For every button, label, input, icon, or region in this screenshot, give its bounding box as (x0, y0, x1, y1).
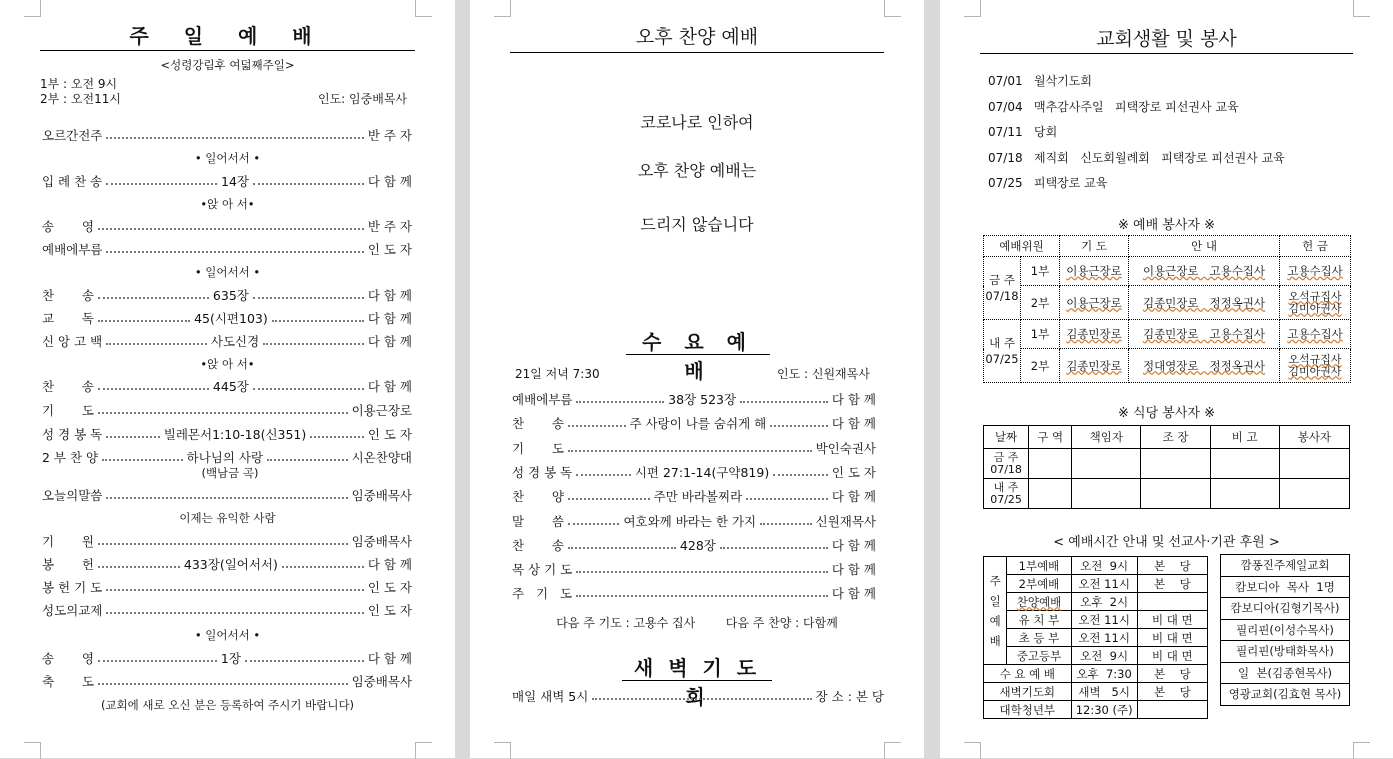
kitchen-volunteers-table (983, 425, 1350, 509)
service-item (42, 378, 412, 394)
week-date: 07/25 (990, 492, 1022, 506)
event-text: 월삭기도회 (1034, 74, 1092, 88)
item-person: 임중배목사 (351, 488, 412, 503)
subtitle: <성령강림후 여덟째주일> (160, 58, 295, 72)
col-head: 책임자 (1072, 426, 1141, 449)
item-label: 오늘의말씀 (42, 488, 103, 503)
item-label: 찬 송 (512, 416, 564, 432)
page-sunday-worship (0, 0, 455, 758)
event-date: 07/18 (988, 150, 1023, 165)
schedule-title: < 예배시간 안내 및 선교사·기관 후원 > (1053, 535, 1280, 550)
offering-cell: 고용수집사 (1287, 264, 1343, 278)
part-cell: 2부 (1021, 349, 1060, 383)
wednesday-item (512, 415, 876, 431)
schedule-name: 중고등부 (1007, 647, 1071, 665)
schedule-place: 비 대 면 (1137, 629, 1207, 647)
offering-cell: 오석규집사 (1288, 289, 1342, 303)
worship-volunteers-title: ※ 예배 봉사자 ※ (1118, 218, 1215, 233)
item-detail: 1장 (220, 651, 241, 666)
item-label: 주 기 도 (512, 586, 573, 602)
item-person: 다 함 께 (831, 586, 876, 602)
offering-cell: 오석규집사 (1288, 352, 1342, 366)
item-person: 반 주 자 (367, 128, 412, 143)
schedule-time: 오후 7:30 (1071, 665, 1137, 683)
schedule-time: 오전 9시 (1071, 647, 1137, 665)
item-label: 찬 송 (42, 288, 94, 303)
item-person: 인 도 자 (367, 427, 412, 442)
service-item (42, 173, 412, 189)
event-date: 07/11 (988, 125, 1023, 139)
offering-cell-2: 김미아권사 (1288, 301, 1342, 315)
wednesday-item (512, 537, 876, 553)
crop-mark (494, 742, 511, 759)
item-label: 기 도 (42, 403, 94, 418)
item-person: 다 함 께 (367, 311, 413, 326)
wednesday-title: 수 요 예 배 (642, 330, 754, 383)
schedule-time: 오전 11시 (1071, 629, 1137, 647)
schedule-name: 1부예배 (1007, 557, 1071, 575)
schedule-name: 수 요 예 배 (984, 665, 1072, 683)
schedule-time: 오전 11시 (1071, 575, 1137, 593)
col-head: 날짜 (984, 426, 1029, 449)
mission-item: 영광교회(김효현 목사) (1221, 684, 1350, 706)
item-label: 말 씀 (512, 513, 564, 529)
service-time-1: 1부 : 오전 9시 (40, 77, 118, 91)
service-item (42, 449, 412, 465)
schedule-time: 오전 11시 (1071, 611, 1137, 629)
crop-mark (964, 0, 981, 17)
service-item (42, 402, 412, 418)
item-label: 기 도 (512, 440, 564, 456)
mission-item: 필리핀(방태화목사) (1221, 641, 1350, 663)
service-item (42, 602, 412, 618)
crop-mark (415, 0, 432, 17)
item-person: 다 함 께 (831, 562, 876, 578)
col-head: 조 장 (1141, 426, 1210, 449)
service-item (42, 673, 412, 689)
worship-volunteers-table (983, 235, 1351, 383)
item-person: 인 도 자 (367, 580, 412, 595)
schedule-name: 2부예배 (1007, 575, 1071, 593)
wednesday-item (512, 440, 876, 456)
service-item (42, 310, 412, 326)
service-item (42, 487, 412, 503)
event-date: 07/04 (988, 99, 1023, 114)
item-detail: 445장 (212, 379, 249, 394)
schedule-name: 찬양예배 (1007, 593, 1071, 611)
schedule-name: 초 등 부 (1007, 629, 1071, 647)
service-item (42, 579, 412, 595)
prayer-cell: 이용근장로 (1066, 295, 1122, 310)
wednesday-time: 21일 저녁 7:30 (515, 367, 600, 381)
item-detail: 여호와께 바라는 한 가지 (623, 513, 757, 529)
service-item (42, 650, 412, 666)
crop-mark (415, 742, 432, 759)
week-label: 금 주 (993, 450, 1019, 464)
schedule-name: 유 치 부 (1007, 611, 1071, 629)
dawn-prayer-time: 매일 새벽 5시 (512, 689, 589, 704)
page-afternoon-worship (470, 0, 924, 758)
schedule-name: 새벽기도회 (984, 683, 1072, 701)
page-title: 주 일 예 배 (129, 24, 326, 48)
schedule-place (1137, 593, 1207, 611)
item-label: 신 앙 고 백 (42, 334, 103, 349)
usher-cell: 김종민장로 정정옥권사 (1142, 295, 1266, 310)
col-head: 기 도 (1060, 236, 1129, 257)
week-date: 07/18 (990, 462, 1022, 476)
item-person: 이용근장로 (351, 403, 412, 418)
item-person: 인 도 자 (831, 464, 877, 480)
crop-mark (964, 742, 981, 759)
week-date: 07/18 (985, 289, 1019, 303)
item-detail: 433장(일어서서) (183, 557, 278, 572)
schedule-place: 본 당 (1137, 557, 1207, 575)
event-text: 피택장로 교육 (1034, 176, 1108, 190)
schedule-time: 새벽 5시 (1071, 683, 1137, 701)
item-person: 다 함 께 (367, 174, 412, 189)
service-item (42, 333, 412, 349)
worship-schedule-table (983, 556, 1208, 719)
item-detail: 시편 27:1-14(구약819) (634, 464, 770, 480)
schedule-place: 본 당 (1137, 683, 1207, 701)
item-label: 입 례 찬 송 (42, 174, 103, 189)
title-rule (510, 52, 884, 53)
next-week: 다음 주 기도 : 고용수 집사 다음 주 찬양 : 다함께 (556, 616, 838, 630)
mission-item: 깜퐁진주제일교회 (1221, 555, 1350, 577)
item-label: 봉 헌 (42, 557, 94, 572)
section-note: • 일어서서 • (194, 628, 261, 642)
item-person: 다 함 께 (831, 392, 876, 407)
section-note: •앉 아 서• (200, 357, 255, 371)
footer-note: (교회에 새로 오신 분은 등록하여 주시기 바랍니다) (100, 698, 355, 712)
section-note: 이제는 유익한 사람 (179, 511, 276, 525)
schedule-place: 본 당 (1137, 665, 1207, 683)
offering-cell-2: 김미아권사 (1288, 364, 1342, 378)
service-item (42, 218, 412, 234)
item-detail: 428장 (679, 537, 716, 553)
schedule-place: 비 대 면 (1137, 611, 1207, 629)
mission-item: 필리핀(이성수목사) (1221, 619, 1350, 641)
notice-line-1: 코로나로 인하여 (640, 113, 754, 132)
col-head: 안 내 (1129, 236, 1280, 257)
item-label: 찬 송 (512, 537, 564, 553)
item-person: 다 함 께 (831, 537, 876, 553)
event-date: 07/01 (988, 74, 1023, 88)
mission-item: 캄보디아(김형기목사) (1221, 598, 1350, 620)
schedule-place: 비 대 면 (1137, 647, 1207, 665)
item-label: 성도의교제 (42, 603, 103, 618)
item-person: 다 함 께 (367, 651, 412, 666)
wednesday-item (512, 585, 876, 601)
usher-cell: 이용근장로 고용수집사 (1142, 264, 1266, 278)
item-person: 시온찬양대 (351, 450, 412, 465)
part-cell: 1부 (1021, 320, 1060, 349)
item-label: 봉 헌 기 도 (42, 580, 103, 595)
leader: 인도: 임중배목사 (318, 92, 408, 106)
item-label: 찬 송 (42, 379, 94, 394)
wednesday-item (512, 561, 876, 577)
date-cell (984, 449, 1029, 479)
prayer-cell: 이용근장로 (1066, 264, 1122, 278)
item-label: 2 부 찬 양 (42, 450, 99, 465)
dawn-prayer-title: 새 벽 기 도 회 (633, 656, 761, 709)
item-label: 기 원 (42, 534, 94, 549)
usher-cell: 정대영장로 정정옥권사 (1142, 358, 1266, 373)
sunday-label (984, 557, 1007, 665)
sunday-label-char: 배 (989, 633, 1001, 648)
event-date: 07/25 (988, 176, 1023, 190)
col-head: 봉사자 (1279, 426, 1349, 449)
item-detail: 14장 (221, 174, 250, 189)
crop-mark (884, 0, 901, 17)
item-detail: 빌레몬서1:10-18(신351) (163, 427, 307, 442)
week-label: 금 주 (989, 273, 1015, 287)
schedule-name: 대학청년부 (984, 701, 1072, 719)
item-label: 송 영 (42, 219, 94, 234)
title-rule (40, 50, 415, 51)
item-label: 목 상 기 도 (512, 562, 573, 578)
week-label: 내 주 (989, 336, 1015, 350)
item-person: 다 함 께 (367, 379, 412, 394)
service-item (42, 556, 412, 572)
event-text: 당회 (1034, 125, 1058, 139)
item-detail: 주만 바라볼찌라 (653, 489, 743, 505)
page-title: 교회생활 및 봉사 (1096, 28, 1237, 50)
service-item (42, 127, 412, 143)
wednesday-rule (626, 354, 770, 355)
col-head: 구 역 (1029, 426, 1072, 449)
event-text: 제직회 신도회월례회 피택장로 피선권사 교육 (1034, 150, 1285, 165)
sunday-label-char: 주 (989, 573, 1001, 588)
sunday-label-char: 예 (989, 613, 1001, 628)
notice-line-3: 드리지 않습니다 (640, 215, 754, 234)
crop-mark (24, 742, 41, 759)
crop-mark (24, 0, 41, 17)
week-cell (984, 257, 1021, 320)
section-note: • 일어서서 • (194, 151, 261, 165)
prayer-cell: 김종민장로 (1066, 327, 1122, 341)
service-item (42, 241, 412, 257)
item-label: 찬 양 (512, 489, 564, 505)
item-detail: 45(시편103) (194, 311, 268, 326)
col-head: 헌 금 (1280, 236, 1351, 257)
col-head: 예배위원 (984, 236, 1060, 257)
week-label: 내 주 (993, 480, 1019, 494)
service-time-2: 2부 : 오전11시 (40, 92, 121, 106)
schedule-time: 오전 9시 (1071, 557, 1137, 575)
item-person: 다 함 께 (367, 557, 412, 572)
item-label: 예배에부름 (42, 242, 103, 257)
event-text: 맥추감사주일 피택장로 피선권사 교육 (1034, 99, 1239, 114)
crop-mark (1353, 0, 1370, 17)
dawn-prayer-rule (622, 680, 772, 681)
page-title: 오후 찬양 예배 (635, 26, 759, 48)
item-detail: 하나님의 사랑 (186, 450, 264, 465)
wednesday-item (512, 513, 876, 529)
item-person: 다 함 께 (831, 489, 876, 505)
notice-line-2: 오후 찬양 예배는 (637, 161, 757, 180)
item-detail: 38장 523장 (668, 392, 737, 407)
section-note: • 일어서서 • (194, 265, 261, 279)
item-label: 오르간전주 (42, 128, 103, 143)
item-person: 다 함 께 (367, 334, 413, 349)
mission-item: 캄보디아 목사 1명 (1221, 576, 1350, 598)
item-detail: 주 사랑이 나를 숨쉬게 해 (629, 416, 767, 432)
week-date: 07/25 (985, 352, 1019, 366)
schedule-time: 12:30 (주) (1071, 701, 1137, 719)
item-person: 박인숙권사 (815, 440, 876, 456)
item-label: 예배에부름 (512, 392, 573, 407)
section-note: •앉 아 서• (200, 197, 255, 211)
schedule-place: 본 당 (1137, 575, 1207, 593)
item-person: 다 함 께 (831, 416, 876, 432)
title-rule (980, 53, 1353, 54)
item-detail: 635장 (212, 288, 249, 303)
item-person: 신원재목사 (815, 513, 876, 529)
mission-item: 일 본(김종현목사) (1221, 662, 1350, 684)
item-label: 교 독 (42, 311, 94, 326)
prayer-cell: 김종민장로 (1066, 358, 1122, 373)
item-person: 인 도 자 (367, 242, 412, 257)
dawn-prayer-row (512, 688, 884, 704)
wednesday-item (512, 391, 876, 407)
service-item (42, 533, 412, 549)
date-cell (984, 479, 1029, 509)
offering-cell: 고용수집사 (1287, 327, 1343, 341)
item-label: 성 경 봉 독 (512, 464, 573, 480)
page-church-life (940, 0, 1393, 758)
item-person: 인 도 자 (367, 603, 412, 618)
kitchen-volunteers-title: ※ 식당 봉사자 ※ (1118, 406, 1215, 421)
service-item (42, 426, 412, 442)
sunday-label-char: 일 (989, 593, 1001, 608)
dawn-prayer-place: 장 소 : 본 당 (815, 689, 884, 704)
service-item (42, 287, 412, 303)
item-person: 반 주 자 (367, 219, 412, 234)
part-cell: 1부 (1021, 257, 1060, 286)
item-composer: (백남금 곡) (201, 466, 259, 480)
schedule-place (1137, 701, 1207, 719)
crop-mark (1353, 742, 1370, 759)
crop-mark (494, 0, 511, 17)
crop-mark (884, 742, 901, 759)
usher-cell: 김종민장로 고용수집사 (1142, 327, 1266, 341)
item-person: 임중배목사 (351, 674, 412, 689)
item-detail: 사도신경 (210, 334, 260, 349)
item-label: 송 영 (42, 651, 94, 666)
wednesday-item (512, 464, 876, 480)
item-label: 축 도 (42, 674, 94, 689)
schedule-time: 오후 2시 (1071, 593, 1137, 611)
item-person: 다 함 께 (367, 288, 412, 303)
item-label: 성 경 봉 독 (42, 427, 103, 442)
col-head: 비 고 (1210, 426, 1279, 449)
wednesday-leader: 인도 : 신원재목사 (777, 367, 870, 381)
item-person: 임중배목사 (351, 534, 412, 549)
week-cell (984, 320, 1021, 383)
mission-support-table (1220, 554, 1350, 706)
wednesday-item (512, 488, 876, 504)
part-cell: 2부 (1021, 286, 1060, 320)
